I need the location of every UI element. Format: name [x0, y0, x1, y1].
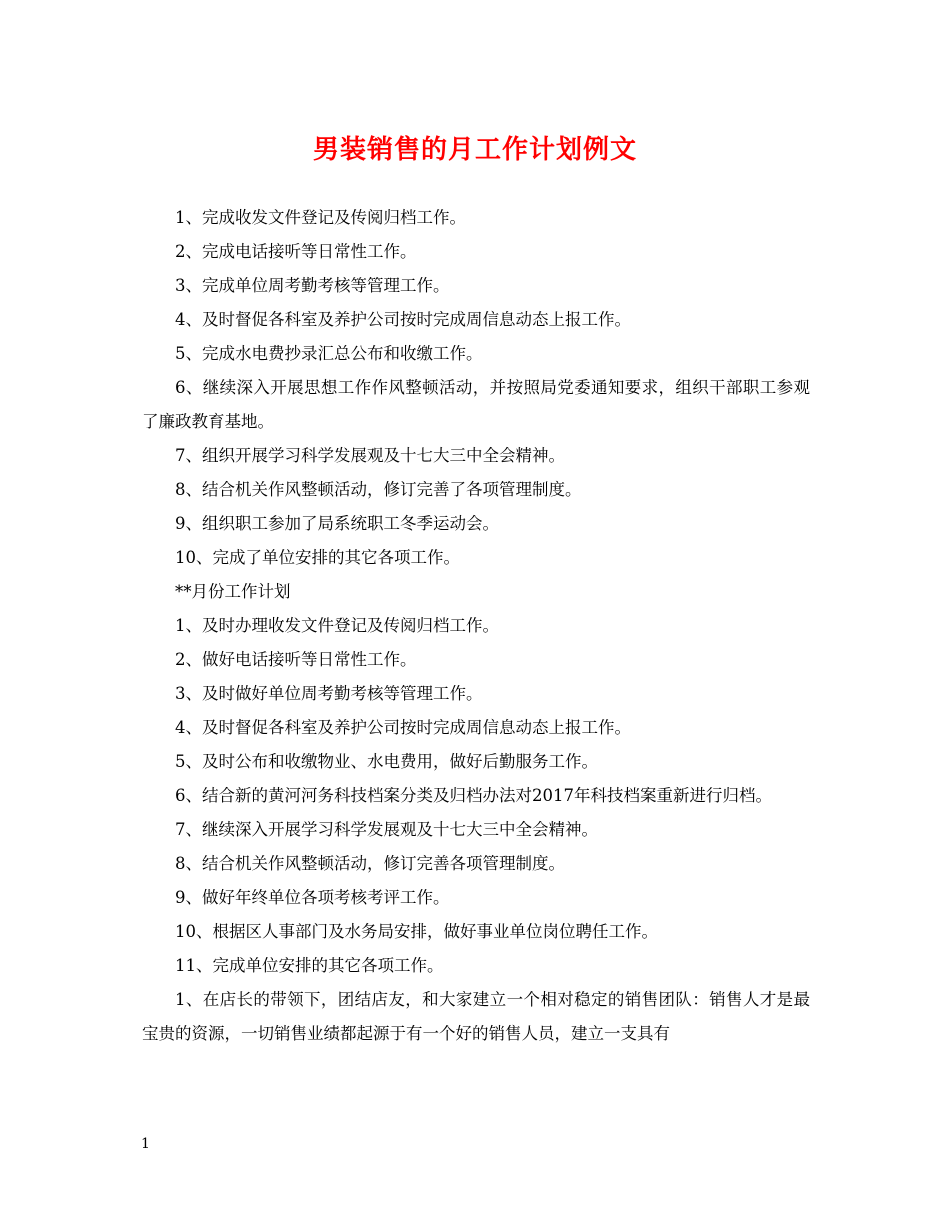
- page-number: 1: [141, 1136, 150, 1152]
- paragraph: 9、做好年终单位各项考核考评工作。: [175, 888, 450, 907]
- paragraph: 4、及时督促各科室及养护公司按时完成周信息动态上报工作。: [175, 718, 631, 737]
- document-title: 男装销售的月工作计划例文: [312, 135, 637, 165]
- paragraph: 10、根据区人事部门及水务局安排，做好事业单位岗位聘任工作。: [175, 922, 658, 941]
- paragraph: 1、完成收发文件登记及传阅归档工作。: [175, 208, 466, 227]
- paragraph: 5、完成水电费抄录汇总公布和收缴工作。: [175, 344, 483, 363]
- paragraph: 9、组织职工参加了局系统职工冬季运动会。: [175, 514, 499, 533]
- paragraph: 6、继续深入开展思想工作作风整顿活动，并按照局党委通知要求，组织干部职工参观了廉政教育基地。: [142, 378, 810, 431]
- paragraph: 10、完成了单位安排的其它各项工作。: [175, 548, 460, 567]
- paragraph: 8、结合机关作风整顿活动，修订完善各项管理制度。: [175, 854, 565, 873]
- paragraph: 7、继续深入开展学习科学发展观及十七大三中全会精神。: [175, 820, 598, 839]
- paragraph: 2、做好电话接听等日常性工作。: [175, 650, 417, 669]
- paragraph: 3、完成单位周考勤考核等管理工作。: [175, 276, 450, 295]
- paragraph: 3、及时做好单位周考勤考核等管理工作。: [175, 684, 483, 703]
- paragraph: 11、完成单位安排的其它各项工作。: [175, 956, 444, 975]
- document-body: [142, 201, 810, 1051]
- paragraph: 1、及时办理收发文件登记及传阅归档工作。: [175, 616, 499, 635]
- paragraph: 1、在店长的带领下，团结店友，和大家建立一个相对稳定的销售团队：销售人才是最宝贵的资源，一切销售业绩都起源于有一个好的销售人员，建立一支具有: [142, 990, 810, 1043]
- paragraph: 8、结合机关作风整顿活动，修订完善了各项管理制度。: [175, 480, 582, 499]
- paragraph: 4、及时督促各科室及养护公司按时完成周信息动态上报工作。: [175, 310, 631, 329]
- paragraph: 6、结合新的黄河河务科技档案分类及归档办法对2017年科技档案重新进行归档。: [175, 786, 772, 805]
- paragraph: 5、及时公布和收缴物业、水电费用，做好后勤服务工作。: [175, 752, 598, 771]
- paragraph: 2、完成电话接听等日常性工作。: [175, 242, 417, 261]
- section-heading: **月份工作计划: [175, 582, 291, 601]
- paragraph: 7、组织开展学习科学发展观及十七大三中全会精神。: [175, 446, 565, 465]
